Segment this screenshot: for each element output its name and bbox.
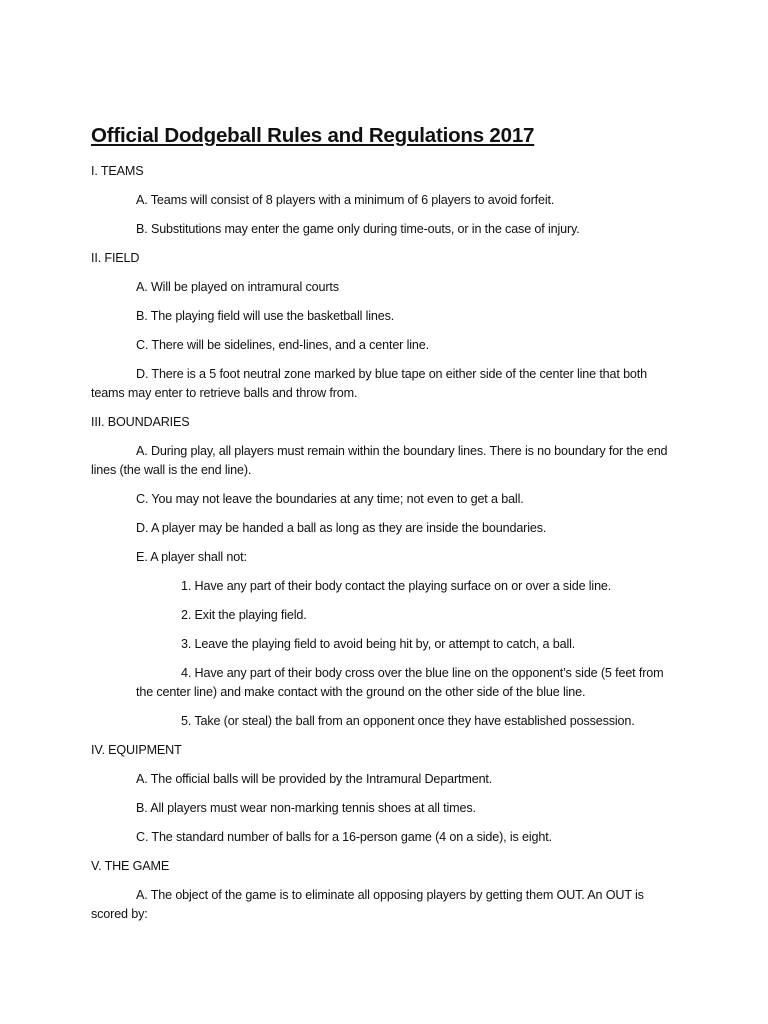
- rule-boundaries-e2: 2. Exit the playing field.: [181, 608, 307, 622]
- page-title: Official Dodgeball Rules and Regulations 2017: [91, 124, 535, 147]
- rule-field-b: B. The playing field will use the basketball lines.: [136, 309, 395, 323]
- rule-equipment-b: B. All players must wear non-marking tennis shoes at all times.: [136, 801, 476, 815]
- section-heading-equipment: IV. EQUIPMENT: [91, 743, 182, 757]
- rule-equipment-a: A. The official balls will be provided by the Intramural Department.: [136, 772, 493, 786]
- rule-boundaries-e: E. A player shall not:: [136, 550, 247, 564]
- rule-equipment-c: C. The standard number of balls for a 16-person game (4 on a side), is eight.: [136, 830, 552, 844]
- rule-field-c: C. There will be sidelines, end-lines, and a center line.: [136, 338, 429, 352]
- rule-boundaries-d: D. A player may be handed a ball as long as they are inside the boundaries.: [136, 521, 547, 535]
- rule-boundaries-e4: 4. Have any part of their body cross over the blue line on the opponent’s side (5 feet from the center line) and make contact with the ground on the other side of the blue line.: [136, 666, 664, 699]
- rule-boundaries-e1: 1. Have any part of their body contact the playing surface on or over a side line.: [181, 579, 612, 593]
- rule-field-d: D. There is a 5 foot neutral zone marked by blue tape on either side of the center line that both teams may enter to retrieve balls and throw from.: [91, 367, 647, 400]
- section-heading-boundaries: III. BOUNDARIES: [91, 415, 190, 429]
- rule-game-a: A. The object of the game is to eliminate all opposing players by getting them OUT. An OUT is scored by:: [91, 888, 644, 921]
- rule-boundaries-e3: 3. Leave the playing field to avoid being hit by, or attempt to catch, a ball.: [181, 637, 576, 651]
- rule-boundaries-a: A. During play, all players must remain within the boundary lines. There is no boundary for the end lines (the wall is the end line).: [91, 444, 668, 477]
- rule-boundaries-e5: 5. Take (or steal) the ball from an opponent once they have established possession.: [181, 714, 635, 728]
- rule-field-a: A. Will be played on intramural courts: [136, 280, 339, 294]
- section-heading-game: V. THE GAME: [91, 859, 170, 873]
- rule-teams-b: B. Substitutions may enter the game only during time-outs, or in the case of injury.: [136, 222, 580, 236]
- rule-boundaries-c: C. You may not leave the boundaries at any time; not even to get a ball.: [136, 492, 524, 506]
- section-heading-field: II. FIELD: [91, 251, 140, 265]
- rule-teams-a: A. Teams will consist of 8 players with a minimum of 6 players to avoid forfeit.: [136, 193, 555, 207]
- section-heading-teams: I. TEAMS: [91, 164, 144, 178]
